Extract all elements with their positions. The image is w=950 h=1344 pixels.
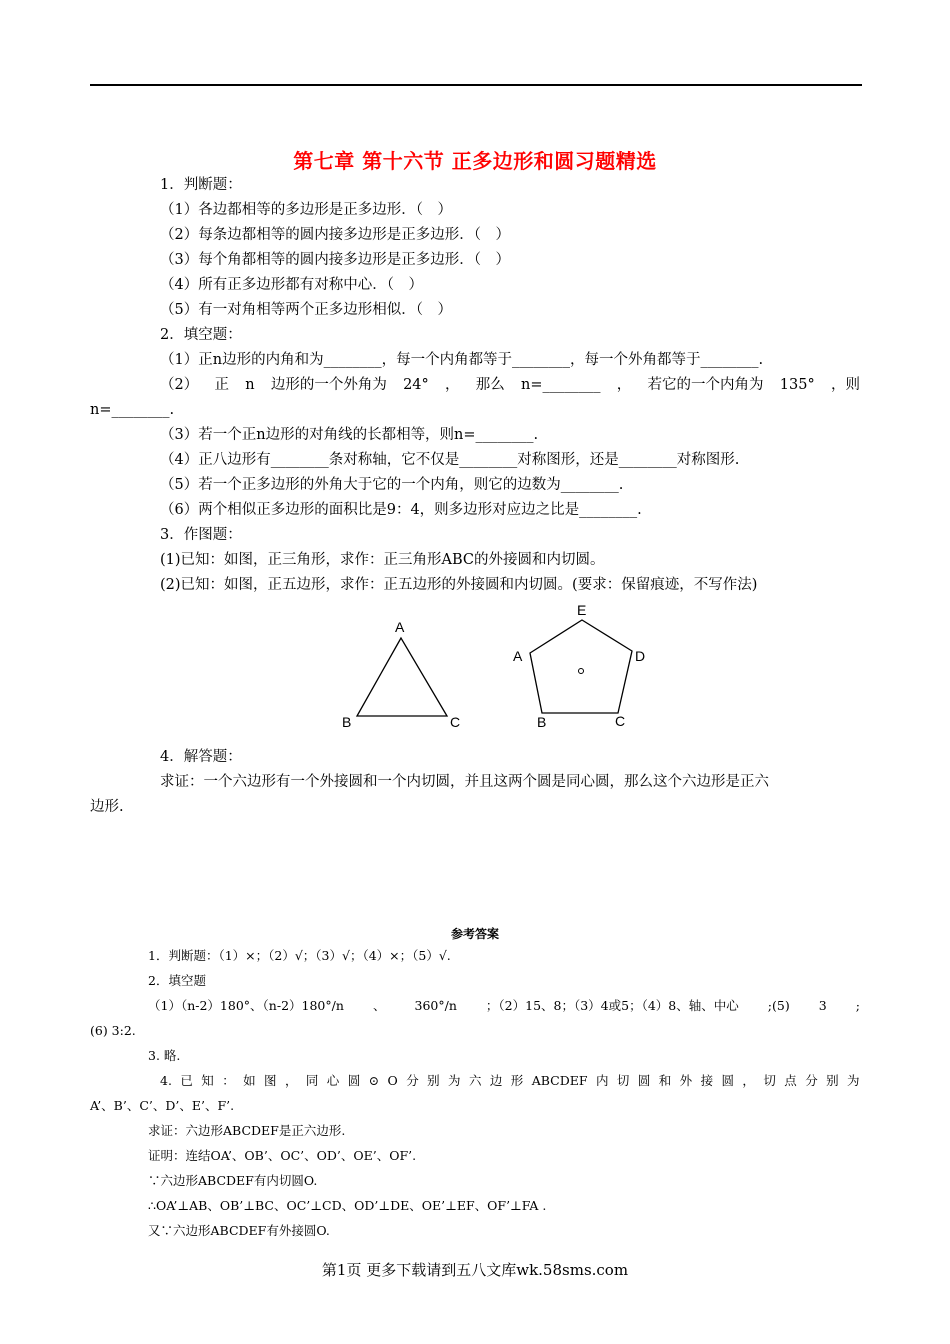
q1-item: （4）所有正多边形都有对称中心．（ ） xyxy=(160,277,423,293)
answer-4-part: ABCDEF xyxy=(531,1073,588,1088)
q1-heading: 1．判断题： xyxy=(160,177,242,193)
q2-item-2-part: n xyxy=(245,377,255,393)
header-rule xyxy=(90,84,862,86)
answer-2-part: 360°/n xyxy=(414,998,457,1013)
answers-title: 参考答案 xyxy=(450,927,499,941)
q2-item-2-part: 135° xyxy=(779,377,815,393)
answer-4-part: 外 xyxy=(679,1073,693,1088)
answer-4-part: 点 xyxy=(784,1073,797,1088)
answer-4-part: ， xyxy=(742,1073,755,1088)
answer-4-part: 接 xyxy=(700,1073,714,1088)
pentagon-center-dot xyxy=(579,669,584,674)
answer-4-proof-line: 又∵六边形ABCDEF有外接圆O. xyxy=(148,1223,330,1238)
answer-4-part: 边 xyxy=(489,1073,503,1088)
answer-3: 3. 略. xyxy=(148,1048,181,1063)
pentagon-label-c: C xyxy=(615,713,626,729)
triangle-figure xyxy=(330,610,480,740)
answer-4-part: 圆 xyxy=(637,1073,651,1088)
answer-4-part: 内 xyxy=(595,1073,609,1088)
q2-item-2-part: ，则 xyxy=(830,377,860,393)
pentagon-label-b: B xyxy=(537,714,547,730)
answer-4-part: 别 xyxy=(826,1073,839,1088)
answer-4-part: 为 xyxy=(847,1073,860,1088)
q1-item: （3）每个角都相等的圆内接多边形是正多边形．（ ） xyxy=(160,252,510,268)
answer-4-part: 圆 xyxy=(347,1073,361,1088)
q2-item-2 xyxy=(160,375,860,395)
triangle-shape xyxy=(357,638,447,716)
page-title: 第七章 第十六节 正多边形和圆习题精选 xyxy=(293,149,657,173)
q2-item-2-part: （2） xyxy=(160,377,199,393)
answer-4-part: 4. xyxy=(160,1073,172,1088)
q1-item: （2）每条边都相等的圆内接多边形是正多边形．（ ） xyxy=(160,227,510,243)
triangle-label-c: C xyxy=(450,714,461,730)
q2-item-4: （4）正八边形有________条对称轴，它不仅是________对称图形，还是________对称图形. xyxy=(160,452,740,468)
q2-item-2-part: 正 xyxy=(214,377,229,393)
answer-4-part: 心 xyxy=(326,1073,340,1088)
q2-item-2-part: 那么 xyxy=(475,377,505,393)
answer-2-part: ;(5) xyxy=(767,998,790,1013)
q4-heading: 4．解答题： xyxy=(160,749,242,765)
q3-item-2: (2)已知：如图，正五边形，求作：正五边形的外接圆和内切圆。(要求：保留痕迹，不写作法) xyxy=(160,577,758,593)
pentagon-label-d: D xyxy=(635,648,646,664)
q4-line-2: 边形. xyxy=(90,799,124,815)
triangle-label-b: B xyxy=(342,714,352,730)
answer-2-part: 3 xyxy=(818,998,827,1013)
answer-2-part: （1）（n-2）180°、（n-2）180°/n xyxy=(148,998,344,1013)
answer-4-part: 别 xyxy=(427,1073,440,1088)
pentagon-shape xyxy=(530,620,632,713)
answer-2-cont: (6) 3:2. xyxy=(90,1023,136,1038)
q2-item-2-part: ， xyxy=(616,377,632,393)
q1-item: （1）各边都相等的多边形是正多边形．（ ） xyxy=(160,202,452,218)
answer-4-part: 和 xyxy=(658,1073,672,1088)
answer-4-proof-line: ∵六边形ABCDEF有内切圆O. xyxy=(148,1173,318,1188)
answer-4-part: 为 xyxy=(448,1073,461,1088)
q3-heading: 3．作图题： xyxy=(160,527,242,543)
triangle-label-a: A xyxy=(395,619,405,635)
answer-2 xyxy=(148,996,860,1016)
q2-item-3: （3）若一个正n边形的对角线的长都相等，则n=________. xyxy=(160,427,539,443)
answer-2-part: ; xyxy=(855,998,860,1013)
answer-1: 1．判断题：（1）×；（2）√；（3）√；（4）×；（5）√. xyxy=(148,948,451,963)
q2-item-2-part: 边形的一个外角为 xyxy=(270,377,387,393)
q2-item-2-part: n=________ xyxy=(521,377,601,393)
pentagon-figure xyxy=(505,595,685,735)
q1-item: （5）有一对角相等两个正多边形相似．（ ） xyxy=(160,302,452,318)
answer-4-part: 分 xyxy=(406,1073,419,1088)
q2-item-2-part: 24° xyxy=(403,377,429,393)
q3-item-1: (1)已知：如图，正三角形，求作：正三角形ABC的外接圆和内切圆。 xyxy=(160,552,605,568)
answer-2-part: 、 xyxy=(372,998,386,1013)
answer-4-part: 同 xyxy=(305,1073,319,1088)
answer-2-heading: 2．填空题 xyxy=(148,973,206,988)
answer-4-part: 分 xyxy=(805,1073,818,1088)
q2-item-6: （6）两个相似正多边形的面积比是9：4，则多边形对应边之比是________. xyxy=(160,502,642,518)
answer-4-part: 圆 xyxy=(721,1073,735,1088)
answer-4-part: 图 xyxy=(264,1073,277,1088)
answer-4-part: 切 xyxy=(616,1073,630,1088)
answer-4-part: 六 xyxy=(468,1073,482,1088)
page-footer: 第1页 更多下载请到五八文库wk.58sms.com xyxy=(321,1261,629,1279)
answer-4-part: ： xyxy=(222,1073,235,1088)
answer-4-part: 形 xyxy=(510,1073,524,1088)
q2-item-2-part: 若它的一个内角为 xyxy=(647,377,764,393)
answer-4-part: O xyxy=(387,1073,398,1088)
answer-4-given xyxy=(160,1071,860,1091)
q4-line-1: 求证：一个六边形有一个外接圆和一个内切圆，并且这两个圆是同心圆，那么这个六边形是正六 xyxy=(160,774,769,790)
q2-item-2-cont: n=________. xyxy=(90,402,175,418)
answer-2-part: ；（2）15、8；（3）4或5；（4）8、轴、中心 xyxy=(485,998,739,1013)
q2-item-2-part: ， xyxy=(445,377,460,393)
answer-4-points: A’、B’、C’、D’、E’、F’. xyxy=(90,1098,235,1113)
pentagon-label-a: A xyxy=(513,648,523,664)
q2-item-5: （5）若一个正多边形的外角大于它的一个内角，则它的边数为________. xyxy=(160,477,624,493)
answer-4-proof-line: 证明：连结OA’、OB’、OC’、OD’、OE’、OF’. xyxy=(148,1148,417,1163)
answer-4-part: 知 xyxy=(201,1073,214,1088)
answer-4-proof-line: ∴OA’⊥AB、OB’⊥BC、OC’⊥CD、OD’⊥DE、OE’⊥EF、OF’⊥FA . xyxy=(148,1198,547,1213)
answer-4-part: 切 xyxy=(763,1073,776,1088)
answer-4-part: 已 xyxy=(180,1073,193,1088)
pentagon-label-e: E xyxy=(577,602,587,618)
answer-4-part: 如 xyxy=(243,1073,256,1088)
q2-item-1: （1）正n边形的内角和为________，每一个内角都等于________，每一个外角都等于________. xyxy=(160,352,764,368)
q2-heading: 2．填空题： xyxy=(160,327,242,343)
answer-4-part: ， xyxy=(284,1073,298,1088)
answer-4-part: ⊙ xyxy=(368,1073,380,1088)
answer-4-prove: 求证：六边形ABCDEF是正六边形. xyxy=(148,1123,346,1138)
